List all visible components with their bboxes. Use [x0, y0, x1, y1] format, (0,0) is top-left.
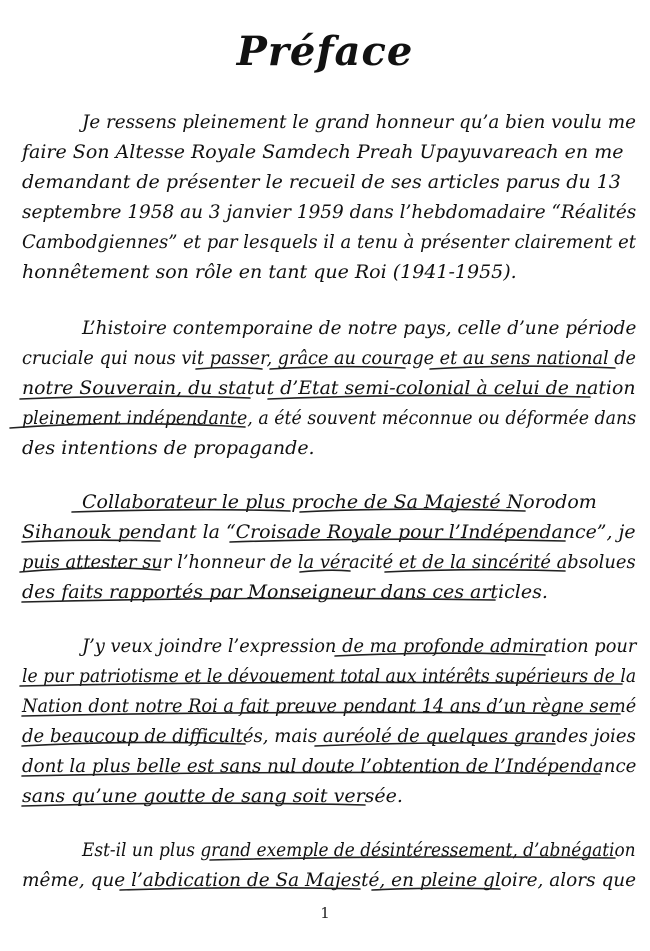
paragraph-line: des intentions de propagande.	[22, 437, 315, 459]
paragraph-line: cruciale qui nous vit passer, grâce au courage et au sens national de	[22, 347, 637, 369]
paragraph-line: Nation dont notre Roi a fait preuve pendant 14 ans d’un règne semé	[22, 695, 637, 717]
paragraph-line: puis attester sur l’honneur de la véracité et de la sincérité absolues	[22, 551, 636, 573]
paragraph-line: demandant de présenter le recueil de ses articles parus du 13	[22, 171, 621, 193]
paragraph-line: Est-il un plus grand exemple de désintéressement, d’abnégation	[82, 839, 636, 861]
paragraph-line: notre Souverain, du statut d’Etat semi-colonial à celui de nation	[22, 377, 636, 399]
paragraph-line: le pur patriotisme et le dévouement total aux intérêts supérieurs de la	[22, 665, 637, 687]
paragraph-line: de beaucoup de difficultés, mais auréolé de quelques grandes joies	[22, 725, 636, 747]
paragraph-line: L’histoire contemporaine de notre pays, celle d’une période	[82, 317, 637, 339]
paragraph-line: sans qu’une goutte de sang soit versée.	[22, 785, 403, 807]
paragraph-line: des faits rapportés par Monseigneur dans ces articles.	[22, 581, 548, 603]
paragraph-line: Cambodgiennes” et par lesquels il a tenu à présenter clairement et	[22, 231, 637, 253]
paragraph-line: même, que l’abdication de Sa Majesté, en pleine gloire, alors que	[22, 869, 637, 891]
paragraph-line: faire Son Altesse Royale Samdech Preah Upayuvareach en me	[22, 141, 624, 163]
page-title: Préface	[236, 28, 414, 75]
paragraph-line: Je ressens pleinement le grand honneur qu’a bien voulu me	[82, 111, 636, 133]
paragraph-line: septembre 1958 au 3 janvier 1959 dans l’hebdomadaire “Réalités	[22, 201, 637, 223]
paragraph-line: dont la plus belle est sans nul doute l’obtention de l’Indépendance	[22, 755, 637, 777]
paragraph-line: Collaborateur le plus proche de Sa Majesté Norodom	[82, 491, 597, 513]
paragraph-line: Sihanouk pendant la “Croisade Royale pour l’Indépendance”, je	[22, 521, 636, 543]
paragraph-line: honnêtement son rôle en tant que Roi (1941-1955).	[22, 261, 517, 283]
page-number: 1	[320, 904, 330, 922]
paragraph-line: J’y veux joindre l’expression de ma profonde admiration pour	[82, 635, 637, 657]
paragraph-line: pleinement indépendante, a été souvent méconnue ou déformée dans	[22, 407, 637, 429]
